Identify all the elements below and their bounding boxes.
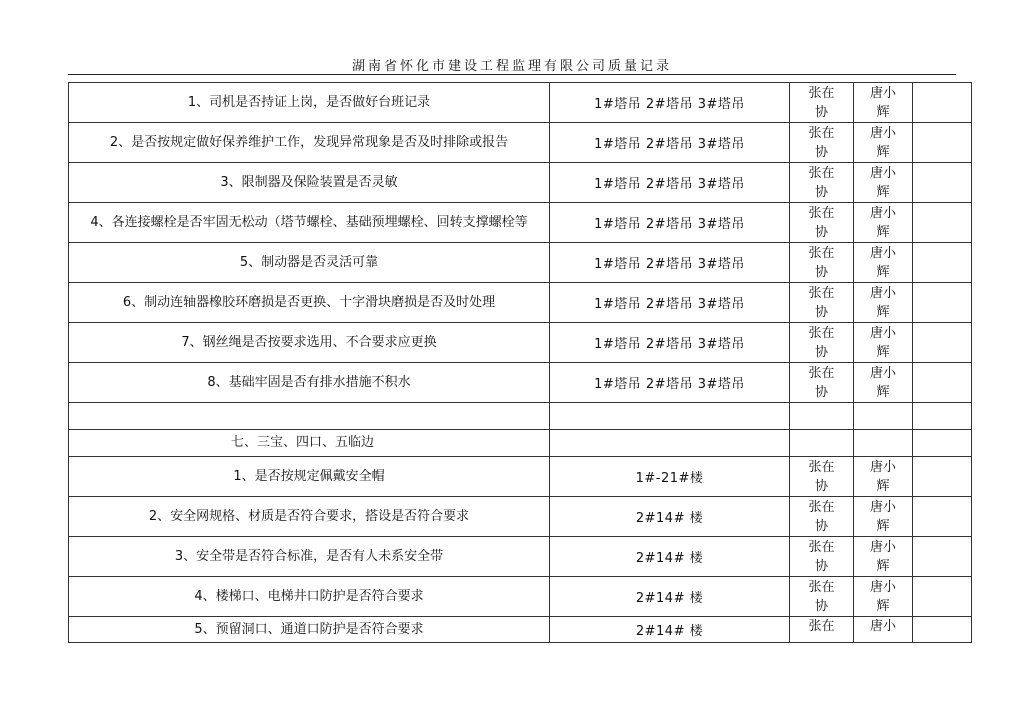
inspector-cell: [790, 457, 854, 497]
note-cell: [913, 537, 972, 577]
supervisor-cell: [854, 497, 913, 537]
inspector-cell: [790, 617, 854, 643]
check-item: 6、制动连轴器橡胶环磨损是否更换、十字滑块磨损是否及时处理: [69, 283, 550, 323]
supervisor-name-line: 辉: [876, 184, 890, 200]
table-row: [69, 537, 972, 577]
note-cell: [913, 203, 972, 243]
note-cell: [913, 163, 972, 203]
inspector-name-line: 协: [814, 304, 828, 320]
supervisor-name-line: 唐小: [869, 125, 896, 141]
check-location: 2#14# 楼: [550, 497, 790, 537]
supervisor-name-line: 辉: [876, 598, 890, 614]
check-item: 7、钢丝绳是否按要求选用、不合要求应更换: [69, 323, 550, 363]
inspector-cell: [790, 123, 854, 163]
inspector-cell: [790, 243, 854, 283]
note-cell: [913, 577, 972, 617]
supervisor-name-line: 唐小: [869, 245, 896, 261]
check-location: 1#塔吊 2#塔吊 3#塔吊: [550, 363, 790, 403]
supervisor-name-line: 辉: [876, 104, 890, 120]
supervisor-name-line: 唐小: [869, 539, 896, 555]
inspector-name-line: 协: [814, 518, 828, 534]
supervisor-name-line: 唐小: [869, 499, 896, 515]
note-cell: [913, 457, 972, 497]
supervisor-name-line: 辉: [876, 478, 890, 494]
supervisor-cell: [854, 617, 913, 643]
inspector-cell: [790, 323, 854, 363]
supervisor-cell: [854, 430, 913, 457]
check-location: 2#14# 楼: [550, 537, 790, 577]
inspector-cell: [790, 403, 854, 430]
inspector-cell: [790, 537, 854, 577]
check-item: 5、制动器是否灵活可靠: [69, 243, 550, 283]
supervisor-name-line: 唐小: [869, 85, 896, 101]
check-item: 8、基础牢固是否有排水措施不积水: [69, 363, 550, 403]
table-row: [69, 83, 972, 123]
table-row: [69, 617, 972, 643]
check-location: 1#塔吊 2#塔吊 3#塔吊: [550, 163, 790, 203]
supervisor-cell: [854, 83, 913, 123]
supervisor-name-line: 辉: [876, 144, 890, 160]
inspector-name-line: 协: [814, 344, 828, 360]
supervisor-cell: [854, 123, 913, 163]
inspector-name-line: 协: [814, 478, 828, 494]
check-item: 3、限制器及保险装置是否灵敏: [69, 163, 550, 203]
table-row: [69, 497, 972, 537]
page-title: 湖南省怀化市建设工程监理有限公司质量记录: [351, 59, 672, 74]
note-cell: [913, 323, 972, 363]
note-cell: [913, 403, 972, 430]
supervisor-name-line: 唐小: [869, 619, 896, 634]
check-item: 2、是否按规定做好保养维护工作，发现异常现象是否及时排除或报告: [69, 123, 550, 163]
table-row: [69, 457, 972, 497]
inspector-name-line: 协: [814, 598, 828, 614]
check-item: [69, 403, 550, 430]
inspector-name-line: 协: [814, 104, 828, 120]
supervisor-name-line: 唐小: [869, 205, 896, 221]
supervisor-name-line: 辉: [876, 558, 890, 574]
note-cell: [913, 243, 972, 283]
inspector-cell: [790, 203, 854, 243]
supervisor-name-line: 辉: [876, 264, 890, 280]
table-row: [69, 283, 972, 323]
inspector-name-line: 张在: [808, 539, 835, 555]
check-location: 1#塔吊 2#塔吊 3#塔吊: [550, 243, 790, 283]
inspector-cell: [790, 577, 854, 617]
supervisor-name-line: 唐小: [869, 285, 896, 301]
supervisor-name-line: 辉: [876, 344, 890, 360]
table-row: [69, 577, 972, 617]
table-row: [69, 363, 972, 403]
supervisor-name-line: 辉: [876, 518, 890, 534]
note-cell: [913, 497, 972, 537]
inspector-name-line: 张在: [808, 205, 835, 221]
supervisor-name-line: 辉: [876, 384, 890, 400]
inspector-name-line: 协: [814, 184, 828, 200]
check-location: 1#-21#楼: [550, 457, 790, 497]
supervisor-cell: [854, 283, 913, 323]
check-location: 2#14# 楼: [550, 577, 790, 617]
inspector-name-line: 张在: [808, 125, 835, 141]
table-row: [69, 243, 972, 283]
inspector-name-line: 张在: [808, 579, 835, 595]
check-item: 3、安全带是否符合标准，是否有人未系安全带: [69, 537, 550, 577]
check-item: 2、安全网规格、材质是否符合要求，搭设是否符合要求: [69, 497, 550, 537]
inspector-name-line: 张在: [808, 459, 835, 475]
supervisor-name-line: 唐小: [869, 365, 896, 381]
table-row-empty: [69, 403, 972, 430]
supervisor-name-line: 辉: [876, 224, 890, 240]
inspector-name-line: 张在: [808, 499, 835, 515]
note-cell: [913, 363, 972, 403]
supervisor-cell: [854, 243, 913, 283]
note-cell: [913, 617, 972, 643]
check-location: 1#塔吊 2#塔吊 3#塔吊: [550, 203, 790, 243]
note-cell: [913, 283, 972, 323]
check-item: 1、司机是否持证上岗，是否做好台班记录: [69, 83, 550, 123]
check-item: 1、是否按规定佩戴安全帽: [69, 457, 550, 497]
check-location: [550, 403, 790, 430]
inspector-name-line: 张在: [808, 365, 835, 381]
supervisor-cell: [854, 457, 913, 497]
table-row: [69, 323, 972, 363]
supervisor-name-line: 唐小: [869, 325, 896, 341]
inspector-name-line: 张在: [808, 85, 835, 101]
supervisor-name-line: 唐小: [869, 579, 896, 595]
inspector-name-line: 张在: [808, 285, 835, 301]
inspector-cell: [790, 363, 854, 403]
inspector-name-line: 协: [814, 264, 828, 280]
supervisor-cell: [854, 537, 913, 577]
inspector-name-line: 张在: [808, 245, 835, 261]
check-location: [550, 430, 790, 457]
supervisor-name-line: 辉: [876, 304, 890, 320]
inspector-name-line: 张在: [808, 165, 835, 181]
quality-record-table: [68, 82, 972, 643]
check-item: 4、各连接螺栓是否牢固无松动（塔节螺栓、基础预埋螺栓、回转支撑螺栓等: [69, 203, 550, 243]
inspector-name-line: 协: [814, 558, 828, 574]
check-location: 1#塔吊 2#塔吊 3#塔吊: [550, 323, 790, 363]
note-cell: [913, 83, 972, 123]
inspector-cell: [790, 430, 854, 457]
check-item: 4、楼梯口、电梯井口防护是否符合要求: [69, 577, 550, 617]
inspector-cell: [790, 283, 854, 323]
section-heading-row: [69, 430, 972, 457]
table-row: [69, 163, 972, 203]
supervisor-cell: [854, 577, 913, 617]
supervisor-cell: [854, 163, 913, 203]
inspector-cell: [790, 163, 854, 203]
check-location: 2#14# 楼: [550, 617, 790, 643]
section-heading: 七、三宝、四口、五临边: [69, 430, 550, 457]
inspector-cell: [790, 83, 854, 123]
inspector-name-line: 协: [814, 224, 828, 240]
inspector-name-line: 协: [814, 144, 828, 160]
check-item: 5、预留洞口、通道口防护是否符合要求: [69, 617, 550, 643]
note-cell: [913, 430, 972, 457]
supervisor-name-line: 唐小: [869, 165, 896, 181]
supervisor-cell: [854, 363, 913, 403]
supervisor-name-line: 唐小: [869, 459, 896, 475]
supervisor-cell: [854, 323, 913, 363]
note-cell: [913, 123, 972, 163]
check-location: 1#塔吊 2#塔吊 3#塔吊: [550, 283, 790, 323]
check-location: 1#塔吊 2#塔吊 3#塔吊: [550, 123, 790, 163]
title-rule: [68, 74, 956, 75]
inspector-name-line: 协: [814, 384, 828, 400]
table-row: [69, 203, 972, 243]
inspector-name-line: 张在: [808, 325, 835, 341]
inspector-cell: [790, 497, 854, 537]
supervisor-cell: [854, 403, 913, 430]
inspector-name-line: 张在: [808, 619, 835, 634]
table-row: [69, 123, 972, 163]
check-location: 1#塔吊 2#塔吊 3#塔吊: [550, 83, 790, 123]
supervisor-cell: [854, 203, 913, 243]
